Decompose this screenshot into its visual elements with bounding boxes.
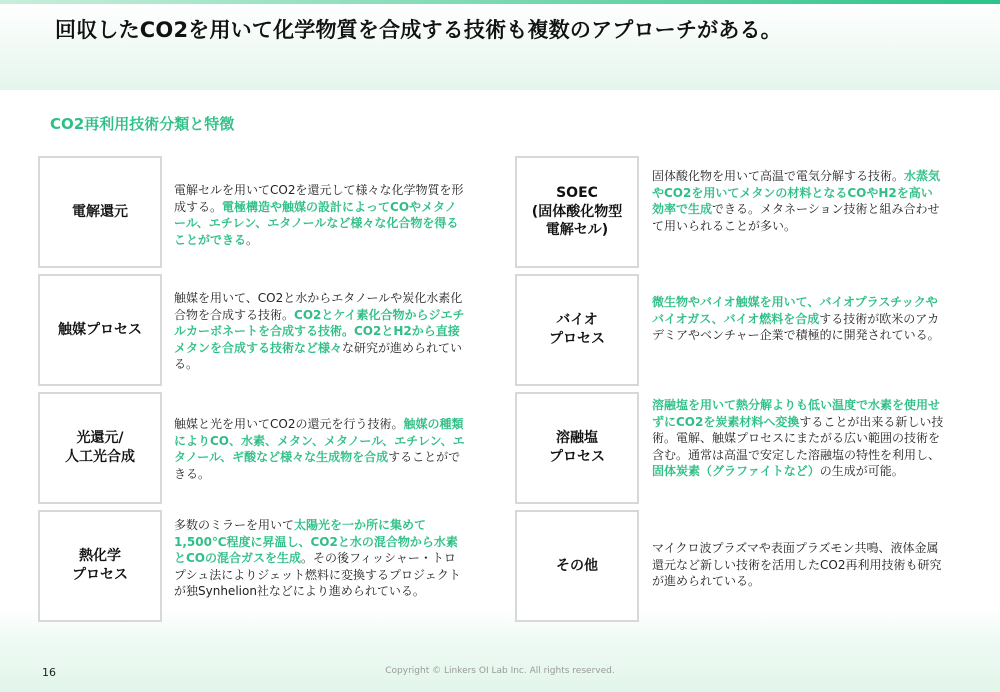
category-label-photoreduction: 光還元/ 人工光合成 <box>38 392 162 504</box>
category-label-soec: SOEC (固体酸化物型 電解セル) <box>515 156 639 268</box>
category-description-soec <box>652 168 944 234</box>
category-description-catalytic-process <box>174 290 466 373</box>
page-number: 16 <box>42 666 56 679</box>
description-text: 。 <box>246 232 259 247</box>
description-text: することが出来る新しい技術。電解、触媒プロセスにまたがる広い範囲の技術を含む。通常は高温で安定した溶融塩の特性を利用し、 <box>652 414 944 462</box>
description-text: 電解セルを用いてCO2を還元して様々な化学物質を形成する。 <box>174 183 464 214</box>
category-description-bio-process <box>652 294 944 344</box>
category-label-catalytic-process: 触媒プロセス <box>38 274 162 386</box>
category-description-electrolytic-reduction <box>174 182 466 248</box>
category-description-thermochemical-process <box>174 517 466 600</box>
category-label-others: その他 <box>515 510 639 622</box>
category-label-thermochemical-process: 熱化学 プロセス <box>38 510 162 622</box>
highlighted-text: 水蒸気やCO2を用いてメタンの材料となるCOやH2を高い効率で生成 <box>652 169 941 217</box>
highlighted-text: 微生物やバイオ触媒を用いて、バイオプラスチックやバイオガス、バイオ燃料を合成 <box>652 295 938 326</box>
highlighted-text: 太陽光を一か所に集めて1,500℃程度に昇温し、CO2と水の混合物から水素とCOの混合ガスを生成 <box>174 518 458 566</box>
category-label-molten-salt-process: 溶融塩 プロセス <box>515 392 639 504</box>
highlighted-text: CO2とケイ素化合物からジエチルカーボネートを合成する技術。CO2とH2から直接メタンを合成する技術など様々 <box>174 307 465 355</box>
description-text: の生成が可能。 <box>819 464 904 479</box>
description-text: 。その後フィッシャー・トロプシュ法によりジェット燃料に変換するプロジェクトが独Synhelion社などにより進められている。 <box>174 551 461 599</box>
description-text: マイクロ波プラズマや表面プラズモン共鳴、液体金属還元など新しい技術を活用したCO2再利用技術も研究が進められている。 <box>652 541 942 589</box>
category-label-bio-process: バイオ プロセス <box>515 274 639 386</box>
description-text: できる。メタネーション技術と組み合わせて用いられることが多い。 <box>652 202 940 233</box>
highlighted-text: 触媒の種類によりCO、水素、メタン、メタノール、エチレン、エタノール、ギ酸など様々な生成物を合成 <box>174 417 465 465</box>
header-accent-line <box>0 0 1000 4</box>
description-text: な研究が進められている。 <box>174 340 463 372</box>
section-title: CO2再利用技術分類と特徴 <box>50 115 235 133</box>
description-text: 多数のミラーを用いて <box>174 518 295 532</box>
description-text: する技術が欧米のアカデミアやベンチャー企業で積極的に開発されている。 <box>652 311 940 343</box>
category-label-electrolytic-reduction: 電解還元 <box>38 156 162 268</box>
slide-title: 回収したCO2を用いて化学物質を合成する技術も複数のアプローチがある。 <box>55 18 782 42</box>
category-description-photoreduction <box>174 416 466 482</box>
highlighted-text: 固体炭素（グラファイトなど） <box>652 464 820 479</box>
description-text: 固体酸化物を用いて高温で電気分解する技術。 <box>652 169 905 183</box>
description-text: することができる。 <box>174 450 461 481</box>
category-description-molten-salt-process <box>652 397 944 480</box>
highlighted-text: 溶融塩を用いて熱分解よりも低い温度で水素を使用せずにCO2を炭素材料へ変換 <box>652 398 941 429</box>
description-text: 触媒と光を用いてCO2の還元を行う技術。 <box>174 417 404 431</box>
highlighted-text: 電極構造や触媒の設計によってCOやメタノール、エチレン、エタノールなど様々な化合物を得ることができる <box>174 199 459 247</box>
description-text: 触媒を用いて、CO2と水からエタノールや炭化水素化合物を合成する技術。 <box>174 291 463 322</box>
category-description-others <box>652 540 944 590</box>
copyright-notice: Copyright © Linkers OI Lab Inc. All rights reserved. <box>385 666 615 676</box>
